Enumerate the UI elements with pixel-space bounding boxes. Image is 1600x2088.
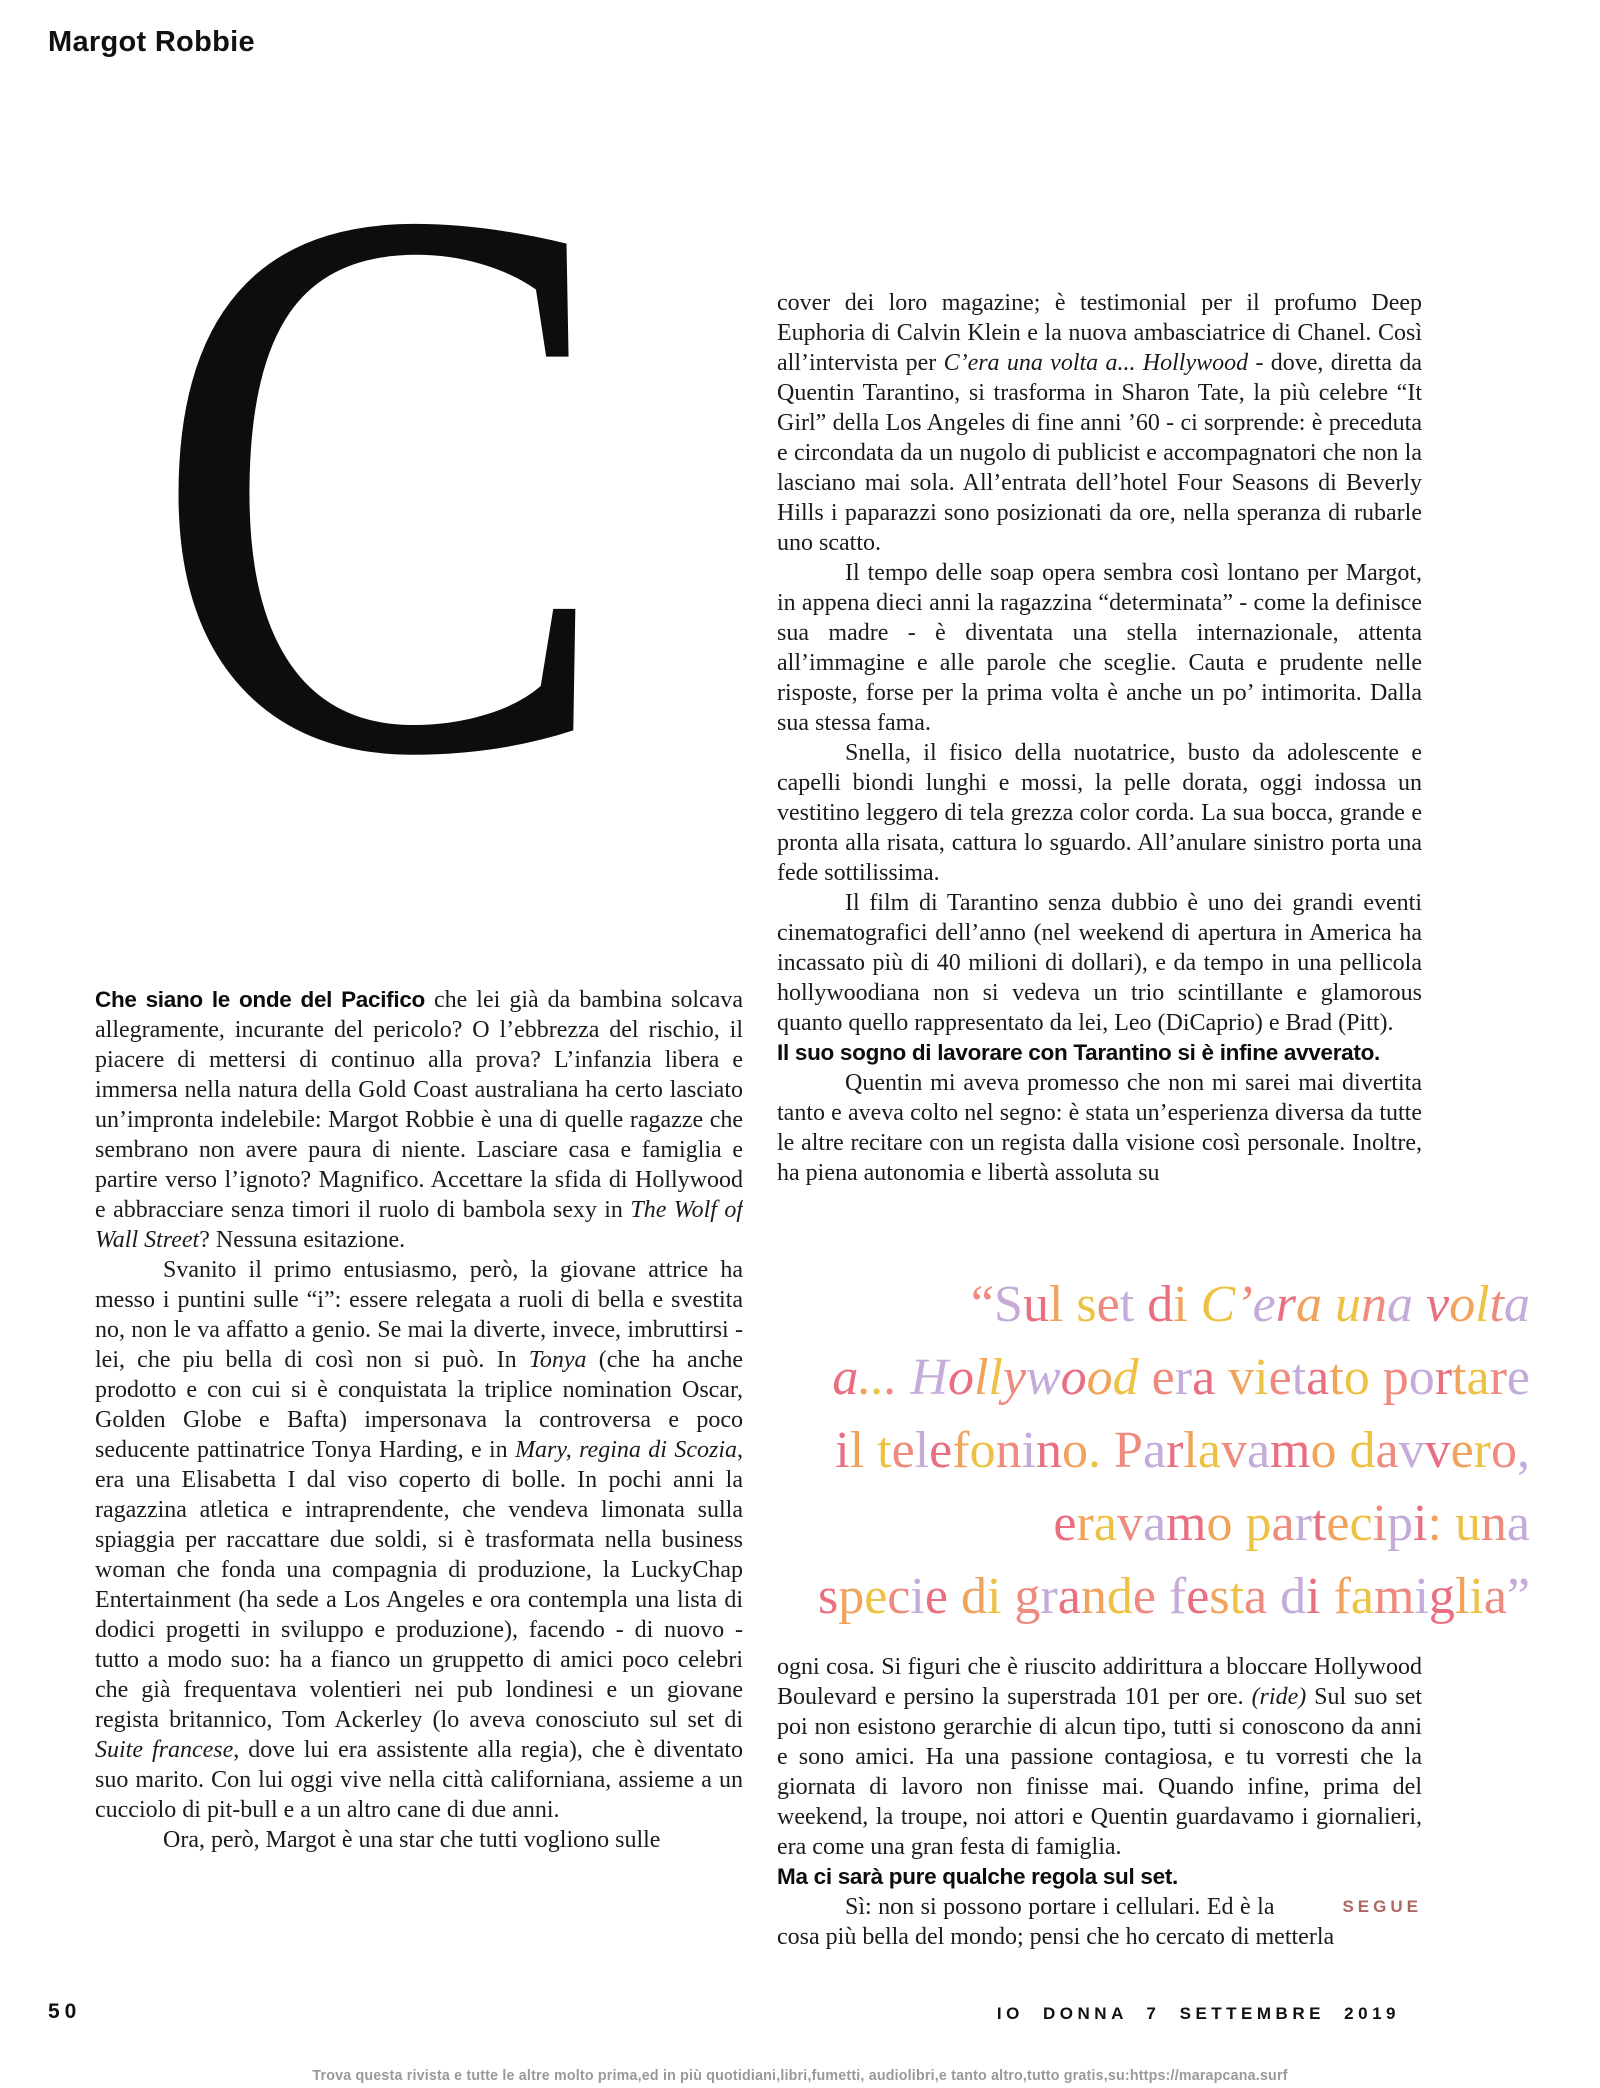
paragraph: [777, 888, 1422, 1038]
right-column-bottom: [777, 1652, 1422, 1962]
paragraph: [777, 558, 1422, 738]
text-segment: , era una Elisabetta I dal viso coperto di bolle. In pochi anni la ragazzina atletica e intraprendente, che vendeva limonata sulla spiaggia per raccattare due soldi, si è trasformata nella business woman che fonda una compagnia di produzione, la LuckyChap Entertainment (ha sede a Los Angeles e ora contempla una lista di dodici progetti in sviluppo e produzione), facendo - di nuovo - tutto a modo suo: ha a fianco un gruppetto di amici poco celebri che già frequentava volentieri nei pub londinesi e un giovane regista britannico, Tom Ackerley (lo aveva conosciuto sul set di: [95, 1437, 743, 1733]
article-kicker: Margot Robbie: [48, 26, 255, 58]
pull-quote-line: eravamo partecipi: una: [1053, 1495, 1530, 1552]
text-segment: (ride): [1251, 1684, 1307, 1710]
paragraph: [777, 738, 1422, 888]
text-segment: Che siano le onde del Pacifico: [95, 987, 434, 1012]
text-segment: Ma ci sarà pure qualche regola sul set.: [777, 1864, 1178, 1889]
text-segment: , dove lui era assistente alla regia), che è diventato suo marito. Con lui oggi vive nella città californiana, assieme a un cucciolo di pit-bull e a un altro cane di due anni.: [95, 1737, 743, 1823]
paragraph: [777, 1862, 1422, 1892]
drop-cap: C: [150, 43, 614, 918]
text-segment: The Wolf of Wall Street: [95, 1197, 743, 1253]
paragraph: [777, 1038, 1422, 1068]
paragraph: [777, 1652, 1422, 1862]
text-segment: Sul suo set poi non esistono gerarchie di alcun tipo, tutti si conoscono da anni e sono amici. Ha una passione contagiosa, e tu vorresti che la giornata di lavoro non finisse mai. Quando infine, prima del weekend, la troupe, noi attori e Quentin guardavamo i giornalieri, era come una gran festa di famiglia.: [777, 1684, 1422, 1860]
text-segment: Mary, regina di Scozia: [515, 1437, 737, 1463]
paragraph: [777, 1892, 1422, 1952]
right-column-top: [777, 288, 1422, 1256]
text-segment: Il tempo delle soap opera sembra così lontano per Margot, in appena dieci anni la ragazzina “determinata” - come la definisce sua madre - è diventata una stella internazionale, attenta all’immagine e alle parole che sceglie. Cauta e prudente nelle risposte, forse per la prima volta è anche un po’ intimorita. Dalla sua stessa fama.: [777, 560, 1422, 736]
continuation-marker: SEGUE: [1342, 1897, 1422, 1916]
text-segment: (che ha anche prodotto e con cui si è conquistata la triplice nomination Oscar, Golden Globe e Bafta) impersonava la controversa e poco seducente pattinatrice Tonya Harding, e in: [95, 1347, 743, 1463]
paragraph: [777, 1068, 1422, 1188]
text-segment: Il suo sogno di lavorare con Tarantino si è infine avverato.: [777, 1040, 1380, 1065]
text-segment: Ora, però, Margot è una star che tutti vogliono sulle: [163, 1827, 661, 1853]
pull-quote: [540, 1268, 1530, 1633]
paragraph: [95, 985, 743, 1255]
text-segment: cover dei loro magazine; è testimonial per il profumo Deep Euphoria di Calvin Klein e la nuova ambasciatrice di Chanel. Così all’intervista per: [777, 290, 1422, 376]
text-segment: Suite francese: [95, 1737, 234, 1763]
pull-quote-line: “Sul set di C’era una volta: [970, 1276, 1530, 1333]
watermark-text: Trova questa rivista e tutte le altre molto prima,ed in più quotidiani,libri,fumetti, audiolibri,e tanto altro,tutto gratis,su:https://marapcana.surf: [312, 2067, 1288, 2084]
text-segment: - dove, diretta da Quentin Tarantino, si trasforma in Sharon Tate, la più celebre “It Girl” della Los Angeles di fine anni ’60 - ci sorprende: è preceduta e circondata da un nugolo di publicist e accompagnatori che non la lasciano mai sola. All’entrata dell’hotel Four Seasons di Beverly Hills i paparazzi sono posizionati da ore, nella speranza di rubarle uno scatto.: [777, 350, 1422, 556]
text-segment: Quentin mi aveva promesso che non mi sarei mai divertita tanto e aveva colto nel segno: è stata un’esperienza diversa da tutte le altre recitare con un regista dalla visione così personale. Inoltre, ha piena autonomia e libertà assoluta su: [777, 1070, 1422, 1186]
text-segment: Snella, il fisico della nuotatrice, busto da adolescente e capelli biondi lunghi e mossi, la pelle dorata, oggi indossa un vestitino leggero di tela grezza color corda. La sua bocca, grande e pronta alla risata, cattura lo sguardo. All’anulare sinistro porta una fede sottilissima.: [777, 740, 1422, 886]
pull-quote-line: il telefonino. Parlavamo davvero,: [835, 1422, 1530, 1479]
text-segment: Tonya: [528, 1347, 587, 1373]
text-segment: Svanito il primo entusiasmo, però, la giovane attrice ha messo i puntini sulle “i”: essere relegata a ruoli di bella e svestita no, non le va affatto a genio. Se mai la diverte, invece, imbruttirsi - lei, che piu bella di così non si può. In: [95, 1257, 743, 1373]
text-segment: ogni cosa. Si figuri che è riuscito addirittura a bloccare Hollywood Boulevard e persino la superstrada 101 per ore.: [777, 1654, 1422, 1710]
text-segment: C’era una volta a... Hollywood: [943, 350, 1249, 376]
pull-quote-line: a... Hollywood era vietato portare: [832, 1349, 1530, 1406]
paragraph: [95, 1825, 743, 1855]
text-segment: ? Nessuna esitazione.: [199, 1227, 406, 1253]
pull-quote-line: specie di grande festa di famiglia”: [817, 1568, 1530, 1625]
page-number: 50: [48, 2000, 82, 2023]
text-segment: Il film di Tarantino senza dubbio è uno dei grandi eventi cinematografici dell’anno (nel weekend di apertura in America ha incassato più di 40 milioni di dollari), e da tempo in una pellicola hollywoodiana non si vedeva un trio scintillante e glamorous quanto quello rappresentato da lei, Leo (DiCaprio) e Brad (Pitt).: [777, 890, 1422, 1036]
text-segment: Sì: non si possono portare i cellulari. Ed è la cosa più bella del mondo; pensi che ho cercato di metterla: [777, 1894, 1335, 1950]
text-segment: che lei già da bambina solcava allegramente, incurante del pericolo? O l’ebbrezza del rischio, il piacere di mettersi di continuo alla prova? L’infanzia libera e immersa nella natura della Gold Coast australiana ha certo lasciato un’impronta indelebile: Margot Robbie è una di quelle ragazze che sembrano non avere paura di niente. Lasciare casa e famiglia e partire verso l’ignoto? Magnifico. Accettare la sfida di Hollywood e abbracciare senza timori il ruolo di bambola sexy in: [95, 987, 743, 1223]
paragraph: [777, 288, 1422, 558]
issue-date: IO DONNA 7 SETTEMBRE 2019: [996, 2004, 1400, 2023]
